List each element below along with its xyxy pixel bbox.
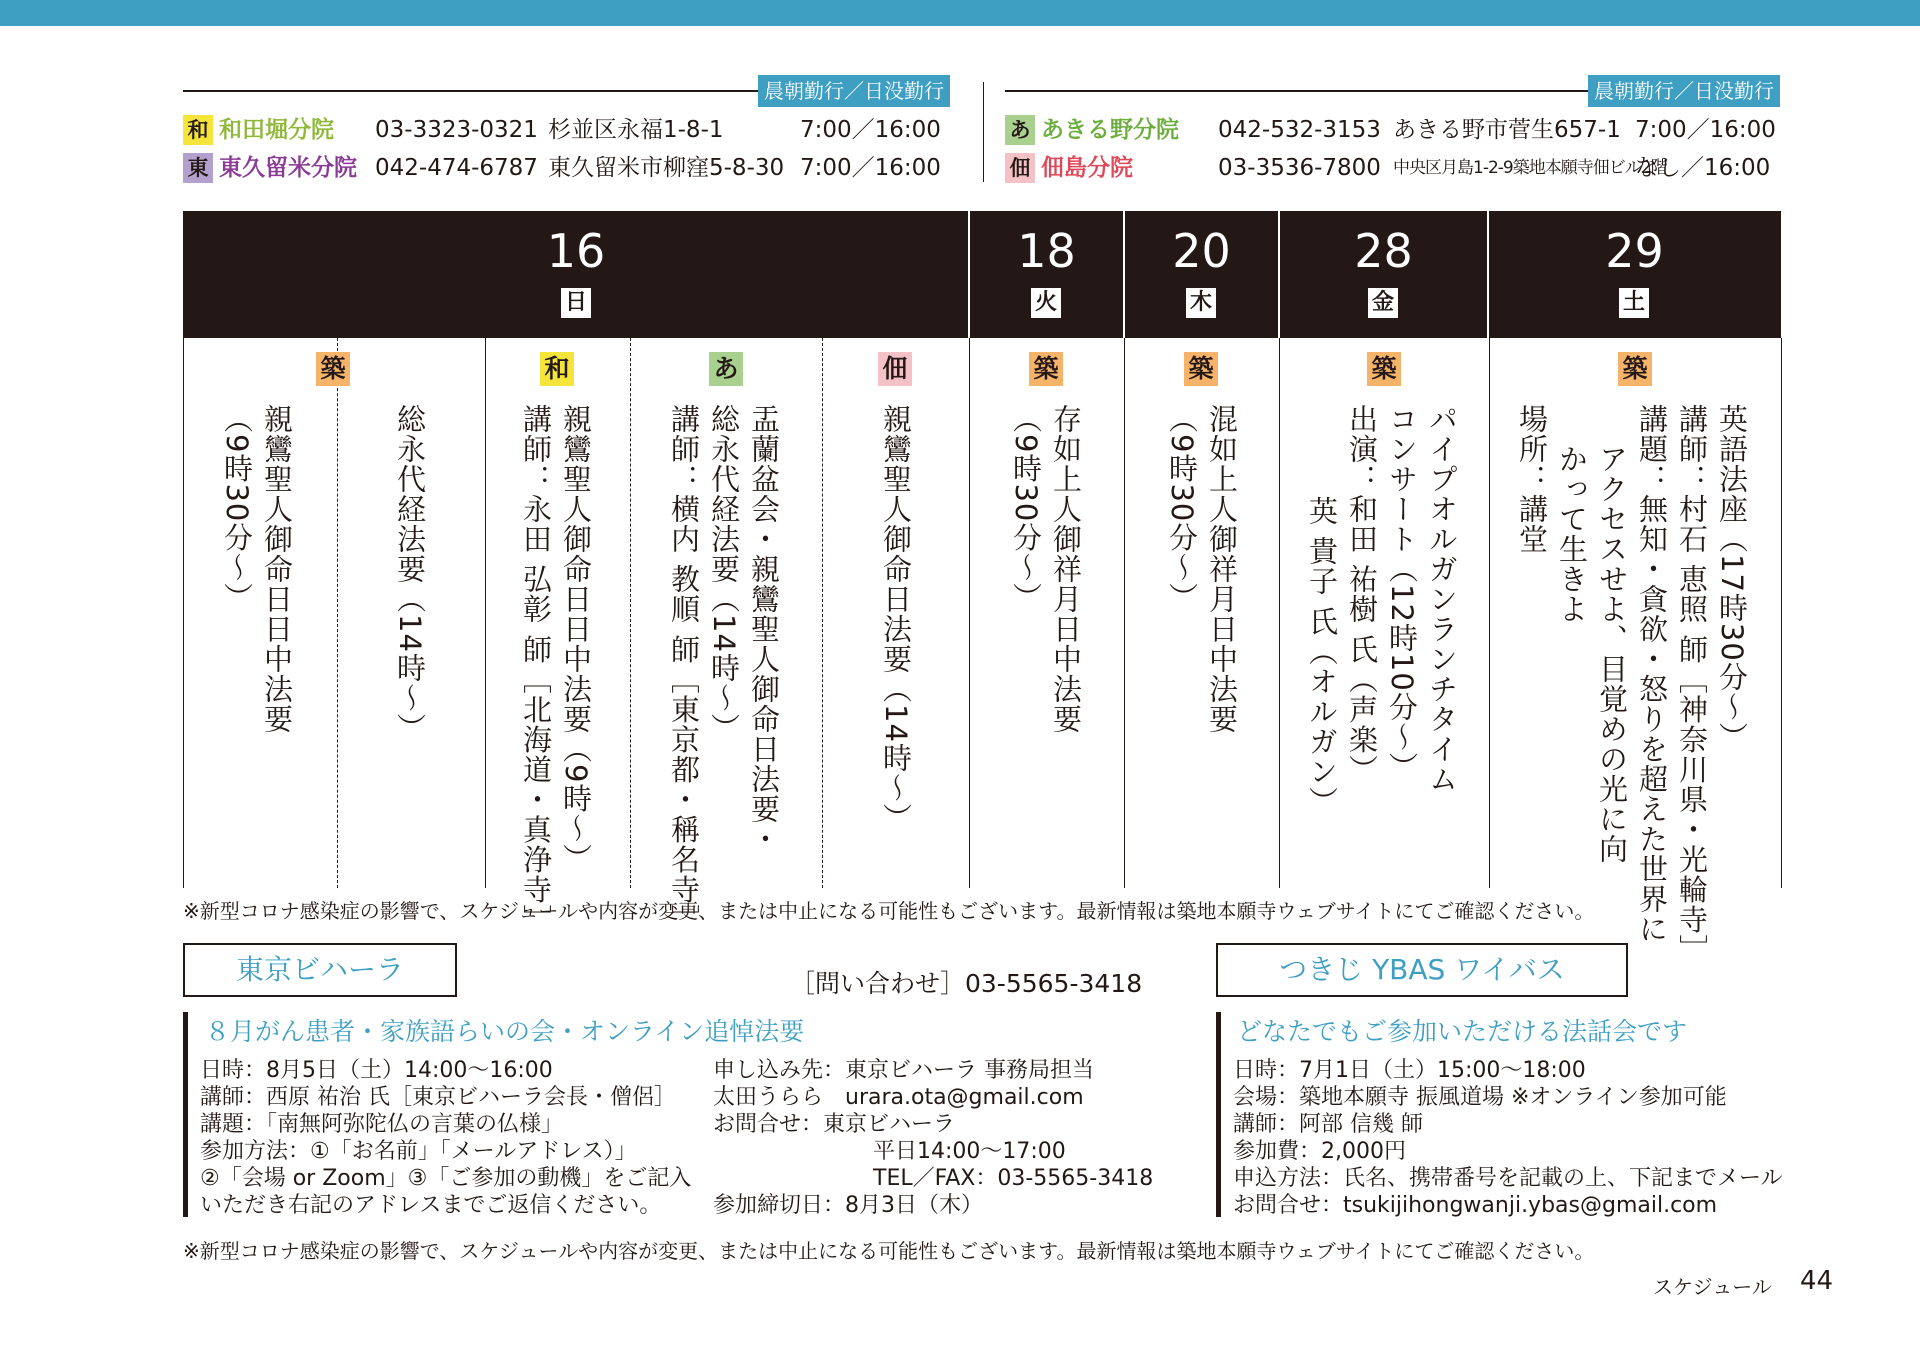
event-16-akiru: 盂蘭盆会・親鸞聖人御命日法要・ 総永代経法要（14時〜） 講師：横内 教順 師［東京都・稱名寺］ <box>667 404 781 935</box>
event-16-wada: 親鸞聖人御命日日中法要（9時〜） 講師：永田 弘彰 師［北海道・真浄寺］ <box>519 404 593 935</box>
day-date: 20 <box>1172 224 1231 278</box>
event-18: 存如上人御祥月日中法要 （9時30分〜） <box>1009 404 1083 734</box>
branch-phone: 042-532-3153 <box>1218 117 1381 143</box>
day-header-18 <box>969 211 1124 338</box>
top-accent-bar <box>0 0 1920 26</box>
vihara-left-bar <box>183 1012 188 1217</box>
branch-phone: 03-3323-0321 <box>375 117 538 143</box>
day-weekday: 金 <box>1368 288 1398 318</box>
column-line <box>183 338 184 888</box>
location-tag-tsukiji: 築 <box>1618 352 1652 386</box>
column-dotted-line <box>822 338 823 888</box>
day-header-29 <box>1488 211 1781 338</box>
branch-badge: あ <box>1005 115 1035 145</box>
branch-row-wada <box>183 113 963 147</box>
column-dotted-line <box>337 338 338 888</box>
branch-phone: 042-474-6787 <box>375 155 538 181</box>
ybas-left-bar <box>1216 1012 1221 1217</box>
day-date: 28 <box>1354 224 1413 278</box>
branch-hours: 7:00／16:00 <box>1635 117 1776 143</box>
branch-badge: 和 <box>183 115 213 145</box>
day-weekday: 火 <box>1031 288 1061 318</box>
location-tag-tsukiji: 築 <box>1029 352 1063 386</box>
day-weekday: 土 <box>1619 288 1649 318</box>
branch-header-rule <box>183 90 758 92</box>
event-29: 英語法座（17時30分〜） 講師：村石 恵照 師［神奈川県・光輪寺］ 講題：無知・貪欲・怒りを超えた世界に アクセスせよ、目覚めの光に向 かって生きよ 場所：講堂 <box>1515 404 1749 965</box>
location-tag-tsukiji: 築 <box>1184 352 1218 386</box>
branch-row-tsukudajima <box>1005 151 1790 185</box>
column-line <box>969 338 970 888</box>
location-tag-wada: 和 <box>540 352 574 386</box>
column-line <box>1489 338 1490 888</box>
ybas-title: つきじ YBAS ワイバス <box>1216 943 1628 997</box>
footer-section: スケジュール <box>1653 1275 1772 1299</box>
schedule-header <box>183 211 1781 338</box>
column-dotted-line <box>630 338 631 888</box>
day-header-16 <box>183 211 969 338</box>
covid-notice: ※新型コロナ感染症の影響で、スケジュールや内容が変更、または中止になる可能性もございます。最新情報は築地本願寺ウェブサイトにてご確認ください。 <box>183 899 1595 923</box>
event-28: パイプオルガンランチタイム コンサート（12時10分〜） 出演：和田 祐樹 氏（声楽） 英 貴子 氏（オルガン） <box>1305 404 1459 817</box>
branch-address: あきる野市菅生657-1 <box>1393 117 1621 143</box>
branch-name: 和田堀分院 <box>219 117 334 143</box>
branch-header-rule <box>1005 90 1588 92</box>
location-tag-tsukiji: 築 <box>316 352 350 386</box>
event-16-tsukuda: 親鸞聖人御命日法要（14時〜） <box>879 404 913 833</box>
column-line <box>1279 338 1280 888</box>
branch-hours: 7:00／16:00 <box>800 155 941 181</box>
column-line <box>1124 338 1125 888</box>
branch-badge: 佃 <box>1005 153 1035 183</box>
header-separator <box>1487 211 1489 338</box>
branch-phone: 03-3536-7800 <box>1218 155 1381 181</box>
header-separator <box>968 211 970 338</box>
location-tag-akiru: あ <box>709 352 743 386</box>
column-line <box>1781 338 1782 888</box>
vihara-title: 東京ビハーラ <box>183 943 457 997</box>
vihara-subtitle: ８月がん患者・家族語らいの会・オンライン追悼法要 <box>205 1017 805 1046</box>
branch-name: 佃島分院 <box>1041 155 1133 181</box>
branch-header-tag: 晨朝勤行／日没勤行 <box>758 75 950 107</box>
page-number: 44 <box>1800 1266 1834 1296</box>
day-header-20 <box>1124 211 1279 338</box>
branch-hours: 7:00／16:00 <box>800 117 941 143</box>
day-weekday: 木 <box>1186 288 1216 318</box>
day-date: 18 <box>1017 224 1076 278</box>
day-date: 29 <box>1605 224 1664 278</box>
branch-name: 東久留米分院 <box>219 155 357 181</box>
column-line <box>485 338 486 888</box>
branch-address: 中央区月島1-2-9築地本願寺佃ビル2階 <box>1393 158 1667 178</box>
location-tag-tsukiji: 築 <box>1367 352 1401 386</box>
branch-divider <box>983 82 984 182</box>
header-separator <box>1278 211 1280 338</box>
event-16-tsukiji-hoyo: 親鸞聖人御命日日中法要 （9時30分〜） <box>220 404 294 734</box>
event-16-tsukiji-eitaikyo: 総永代経法要（14時〜） <box>393 404 427 743</box>
branch-header-tag: 晨朝勤行／日没勤行 <box>1588 75 1780 107</box>
branch-row-higashikurume <box>183 151 963 185</box>
event-20: 混如上人御祥月日中法要 （9時30分〜） <box>1165 404 1239 734</box>
day-header-28 <box>1279 211 1488 338</box>
day-date: 16 <box>546 224 606 278</box>
day-weekday: 日 <box>561 288 591 318</box>
branch-hours: なし／16:00 <box>1635 155 1771 181</box>
location-tag-tsukuda: 佃 <box>878 352 912 386</box>
header-separator <box>1123 211 1125 338</box>
branch-row-akiruno <box>1005 113 1790 147</box>
vihara-contact: ［問い合わせ］03-5565-3418 <box>790 969 1143 998</box>
branch-badge: 東 <box>183 153 213 183</box>
branch-name: あきる野分院 <box>1041 117 1179 143</box>
covid-notice: ※新型コロナ感染症の影響で、スケジュールや内容が変更、または中止になる可能性もございます。最新情報は築地本願寺ウェブサイトにてご確認ください。 <box>183 1239 1595 1263</box>
branch-address: 杉並区永福1-8-1 <box>548 117 724 143</box>
ybas-subtitle: どなたでもご参加いただける法話会です <box>1237 1017 1688 1046</box>
branch-address: 東久留米市柳窪5-8-30 <box>548 155 785 181</box>
